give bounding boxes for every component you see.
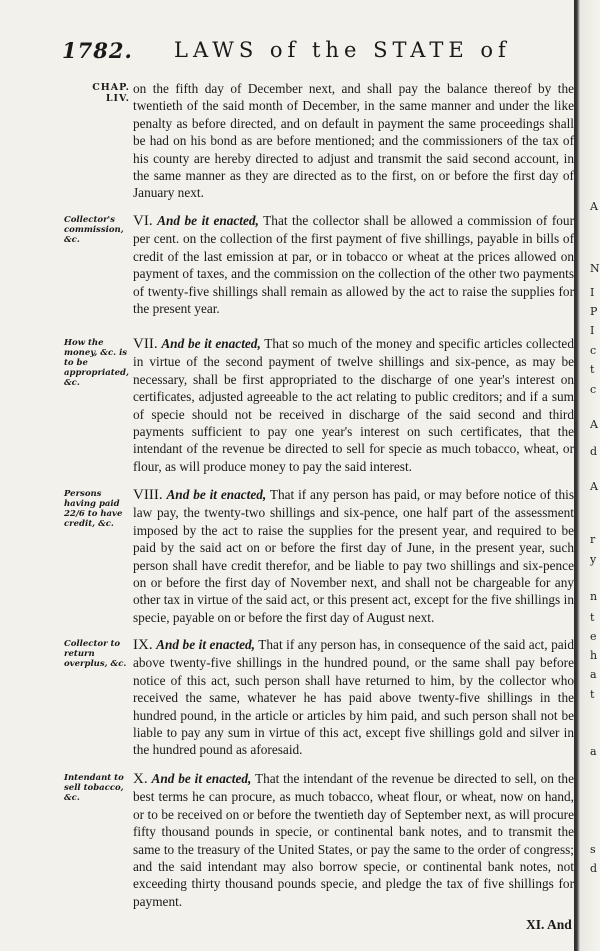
edge-glyph: t bbox=[590, 363, 595, 376]
section-text: That the collector shall be allowed a commission of four per cent. on the collection of the first payment of five shillings, payable in bills of credit of the last emission at par, or in tobacco or wheat at the prices allowed on payment of taxes, and the commission on the collection of the other two payments of twenty-five shillings shall remain as allowed by the act to raise the supplies for the present year. bbox=[133, 213, 575, 317]
edge-glyph: e bbox=[590, 630, 597, 643]
edge-glyph: r bbox=[590, 533, 596, 546]
running-head: LAWS of the STATE of bbox=[174, 38, 511, 62]
section-text: That if any person has paid, or may before notice of this law pay, the twenty-two shillings and six-pence, one half part of the assessment imposed by the act to raise the supplies for the present year, and required to be paid by the said act on or before the first day of June, in the present year, such person shall have credit therefor, and be liable to pay two shillings and six-pence on or before the first day of November next, and shall not be chargeable for any other tax in virtue of the said act, or this present act, except for the five shillings in specie, payable on or before the first day of August next. bbox=[133, 487, 574, 625]
adjacent-page-glyphs bbox=[590, 0, 600, 951]
enacting-clause: And be it enacted, bbox=[157, 213, 259, 228]
section-x bbox=[133, 770, 574, 910]
catchword: XI. And bbox=[526, 917, 572, 932]
section-number: X. bbox=[133, 771, 148, 787]
section-vii bbox=[133, 335, 574, 475]
edge-glyph: I bbox=[590, 286, 595, 299]
section-text: That the intendant of the revenue be directed to sell, on the best terms he can procure, as much tobacco, wheat flour, or wheat, now on hand, or to be received on or before the twentieth day of September next, as will procure fifty thousand pounds in specie, or continental bank notes, and to transmit the same to the treasury of the United States, or pay the same to the order of congress; and the said intendant may also borrow specie, or continental bank notes, not exceeding thirty thousand pounds specie, and pledge the tax of five shillings for payment. bbox=[133, 771, 574, 909]
margin-note: Collector's commission, &c. bbox=[64, 215, 124, 245]
enacting-clause: And be it enacted, bbox=[166, 487, 267, 502]
edge-glyph: t bbox=[590, 688, 595, 701]
edge-glyph: a bbox=[590, 668, 597, 681]
margin-note: Persons having paid 22/6 to have credit, &c. bbox=[64, 489, 123, 529]
section-text: on the fifth day of December next, and shall pay the balance thereof by the twentieth of the said month of December, in the same manner and under the like penalty as before directed, and on default in payment the same proceedings shall be had on his bond as are before mentioned; and the commissioners of the tax of his county are hereby directed to adjust and transmit the said second account, in the same manner as they are directed as to the first, on or before the first day of January next. bbox=[133, 81, 574, 201]
enacting-clause: And be it enacted, bbox=[161, 336, 261, 351]
page-header bbox=[62, 38, 562, 68]
section-number: VIII. bbox=[133, 487, 163, 503]
section-number: IX. bbox=[133, 637, 153, 653]
edge-glyph: d bbox=[590, 862, 598, 875]
edge-glyph: a bbox=[590, 745, 597, 758]
section-number: VII. bbox=[133, 336, 158, 352]
edge-glyph: h bbox=[590, 649, 598, 662]
margin-note: Intendant to sell tobacco, &c. bbox=[64, 773, 124, 803]
edge-glyph: s bbox=[590, 843, 596, 856]
edge-glyph: d bbox=[590, 445, 598, 458]
page-number: 1782. bbox=[62, 38, 133, 63]
section-viii bbox=[133, 486, 574, 626]
margin-note: How the money, &c. is to be appropriated, &c. bbox=[64, 338, 129, 388]
edge-glyph: A bbox=[590, 200, 598, 213]
section-vi bbox=[133, 212, 574, 317]
edge-glyph: n bbox=[590, 590, 598, 603]
edge-glyph: A bbox=[590, 418, 598, 431]
margin-note: Collector to return overplus, &c. bbox=[64, 639, 127, 669]
edge-glyph: c bbox=[590, 383, 597, 396]
section-ix bbox=[133, 636, 574, 759]
section-number: VI. bbox=[133, 213, 153, 229]
section-text: That so much of the money and specific articles collected in virtue of the second payment of twelve shillings and six-pence, as may be necessary, shall be first appropriated to the discharge of one year's interest on certificates, adjusted agreeable to the act relating to public creditors; and if a sum of specie should not be received in discharge of the said second and third payments sufficient to pay one year's interest on such certificates, that the intendant of the revenue be directed to sell for specie as much tobacco, wheat, or flour, as will produce money to pay the said interest. bbox=[133, 336, 574, 474]
section-continuation bbox=[133, 80, 574, 202]
edge-glyph: c bbox=[590, 344, 597, 357]
edge-glyph: A bbox=[590, 480, 598, 493]
edge-glyph: I bbox=[590, 324, 595, 337]
enacting-clause: And be it enacted, bbox=[151, 771, 252, 786]
edge-glyph: N bbox=[590, 262, 600, 275]
edge-glyph: P bbox=[590, 305, 598, 318]
edge-glyph: t bbox=[590, 611, 595, 624]
edge-glyph: y bbox=[590, 553, 597, 566]
chapter-label: CHAP. LIV. bbox=[92, 82, 130, 104]
section-text: That if any person has, in consequence of the said act, paid above twenty-five shillings in the hundred pound, or the same shall pay before notice of this act, such person shall have returned to him, by the collector who received the same, whatever he has paid above twenty-five shillings in the hundred pound, in the article or articles by him paid, and such person shall not be liable to pay any sum in virtue of this act, except five shillings gold and silver in the hundred pound as aforesaid. bbox=[133, 637, 574, 758]
enacting-clause: And be it enacted, bbox=[156, 637, 255, 652]
